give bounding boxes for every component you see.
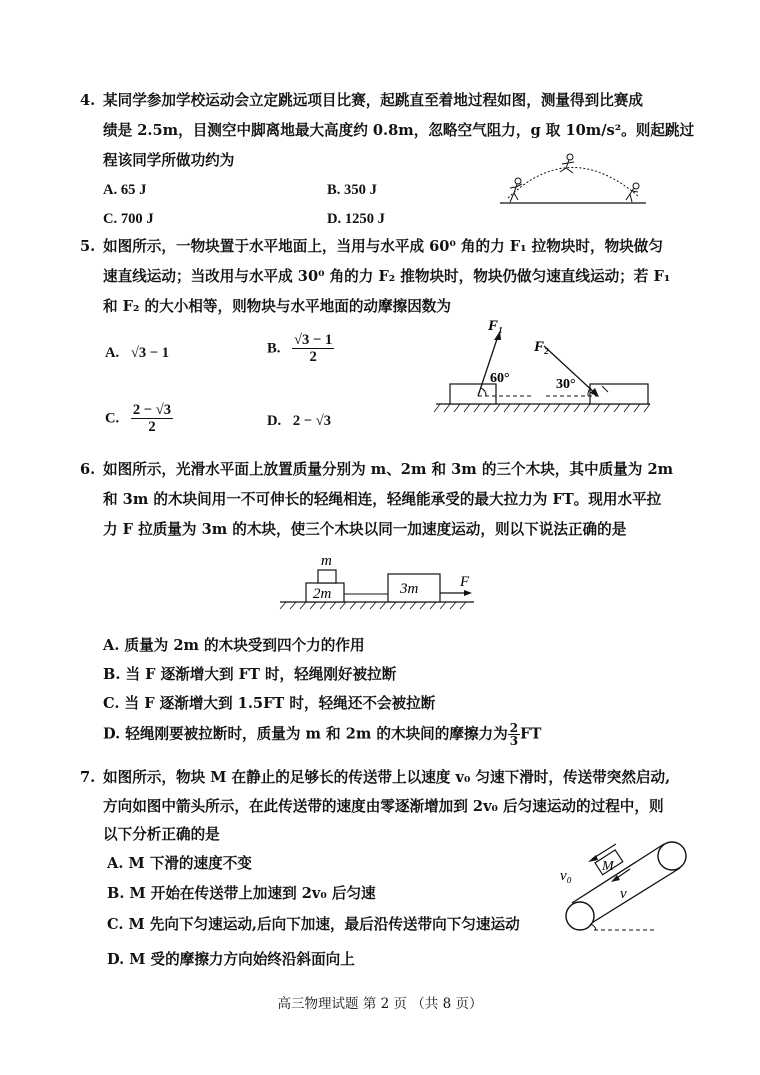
q5-text-line3: 和 F₂ 的大小相等，则物块与水平地面的动摩擦因数为 bbox=[103, 298, 451, 315]
q7-number: 7. bbox=[80, 769, 96, 786]
q6-option-d bbox=[103, 722, 541, 747]
q5-option-c-denominator: 2 bbox=[148, 419, 156, 435]
q7-fig-v-label: v bbox=[620, 886, 627, 902]
q6-fig-3m-label: 3m bbox=[400, 581, 419, 597]
q5-text-line1: 如图所示，一物块置于水平地面上，当用与水平成 60⁰ 角的力 F₁ 拉物块时，物块做匀 bbox=[103, 238, 663, 255]
q7-option-d: D. M 受的摩擦力方向始终沿斜面向上 bbox=[107, 951, 355, 968]
q5-option-c-fraction bbox=[131, 402, 173, 435]
q6-option-c: C. 当 F 逐渐增大到 1.5FT 时，轻绳还不会被拉断 bbox=[103, 695, 436, 712]
q4-option-b: B. 350 J bbox=[327, 182, 377, 198]
q4-option-c: C. 700 J bbox=[103, 211, 154, 227]
q6-blocks-figure bbox=[278, 546, 478, 616]
q7-conveyor-figure bbox=[556, 838, 706, 938]
q6-text-line2: 和 3m 的木块间用一不可伸长的轻绳相连，轻绳能承受的最大拉力为 FT。现用水平拉 bbox=[103, 491, 662, 508]
q5-option-c bbox=[105, 402, 173, 435]
q5-option-b bbox=[267, 332, 334, 365]
q5-option-c-numerator: 2 − √3 bbox=[132, 402, 172, 418]
q5-number: 5. bbox=[80, 238, 96, 255]
q4-number: 4. bbox=[80, 92, 96, 109]
q6-fig-m-label: m bbox=[321, 553, 332, 569]
q5-option-b-denominator: 2 bbox=[309, 349, 317, 365]
q6-number: 6. bbox=[80, 461, 96, 478]
q7-option-a: A. M 下滑的速度不变 bbox=[107, 855, 252, 872]
q5-option-d-label: D. bbox=[267, 413, 282, 429]
q6-option-d-denominator: 3 bbox=[509, 734, 519, 748]
q6-option-d-fraction bbox=[508, 722, 520, 747]
q5-fig-angle1-label: 60° bbox=[490, 371, 510, 386]
q5-text-line2: 速直线运动；当改用与水平成 30⁰ 角的力 F₂ 推物块时，物块仍做匀速直线运动；若 F₁ bbox=[103, 268, 671, 285]
q4-jump-figure bbox=[498, 148, 648, 210]
q4-text-line2: 绩是 2.5m，目测空中脚离地最大高度约 0.8m，忽略空气阻力，g 取 10m/s²。则起跳过 bbox=[103, 122, 695, 139]
q6-fig-f-label: F bbox=[460, 574, 470, 590]
q6-text-line1: 如图所示，光滑水平面上放置质量分别为 m、2m 和 3m 的三个木块，其中质量为 2m bbox=[103, 461, 674, 478]
q7-fig-m-label: M bbox=[602, 859, 614, 874]
q5-fig-f2-label: F₂ bbox=[534, 339, 550, 355]
q5-option-b-label: B. bbox=[267, 340, 281, 357]
q5-option-a bbox=[105, 343, 169, 363]
q7-option-c: C. M 先向下匀速运动,后向下加速，最后沿传送带向下匀速运动 bbox=[107, 916, 520, 933]
q7-text-line1: 如图所示，物块 M 在静止的足够长的传送带上以速度 v₀ 匀速下滑时，传送带突然启动, bbox=[103, 769, 671, 786]
q5-option-d bbox=[267, 411, 331, 431]
q5-option-d-expr: 2 − √3 bbox=[292, 413, 332, 429]
q7-fig-v0-label: v₀ bbox=[560, 868, 572, 884]
q5-option-c-label: C. bbox=[105, 410, 120, 427]
q6-option-d-numerator: 2 bbox=[509, 721, 519, 735]
page-footer: 高三物理试题 第 2 页 （共 8 页） bbox=[277, 996, 483, 1012]
q7-text-line3: 以下分析正确的是 bbox=[103, 826, 220, 843]
q5-fig-f1-label: F₁ bbox=[488, 318, 504, 334]
q7-option-b: B. M 开始在传送带上加速到 2v₀ 后匀速 bbox=[107, 885, 376, 902]
q5-fig-angle2-label: 30° bbox=[556, 377, 576, 392]
q6-fig-2m-label: 2m bbox=[313, 586, 332, 602]
q5-option-b-fraction bbox=[292, 332, 334, 365]
q6-option-a: A. 质量为 2m 的木块受到四个力的作用 bbox=[103, 637, 365, 654]
q7-text-line2: 方向如图中箭头所示，在此传送带的速度由零逐渐增加到 2v₀ 后匀速运动的过程中，则 bbox=[103, 798, 664, 815]
q6-text-line3: 力 F 拉质量为 3m 的木块，使三个木块以同一加速度运动，则以下说法正确的是 bbox=[103, 521, 627, 538]
q4-option-a: A. 65 J bbox=[103, 182, 147, 198]
q5-option-a-label: A. bbox=[105, 345, 120, 361]
q4-text-line1: 某同学参加学校运动会立定跳远项目比赛，起跳直至着地过程如图，测量得到比赛成 bbox=[103, 92, 643, 109]
q4-text-line3: 程该同学所做功约为 bbox=[103, 152, 235, 169]
q6-option-d-text: D. 轻绳刚要被拉断时，质量为 m 和 2m 的木块间的摩擦力为 bbox=[103, 725, 508, 743]
q4-option-d: D. 1250 J bbox=[327, 211, 385, 227]
q6-option-d-tail: FT bbox=[520, 725, 542, 743]
q6-option-b: B. 当 F 逐渐增大到 FT 时，轻绳刚好被拉断 bbox=[103, 666, 397, 683]
q5-force-figure bbox=[434, 318, 656, 418]
q5-option-b-numerator: √3 − 1 bbox=[294, 332, 333, 348]
q5-option-a-expr: √3 − 1 bbox=[130, 345, 170, 361]
